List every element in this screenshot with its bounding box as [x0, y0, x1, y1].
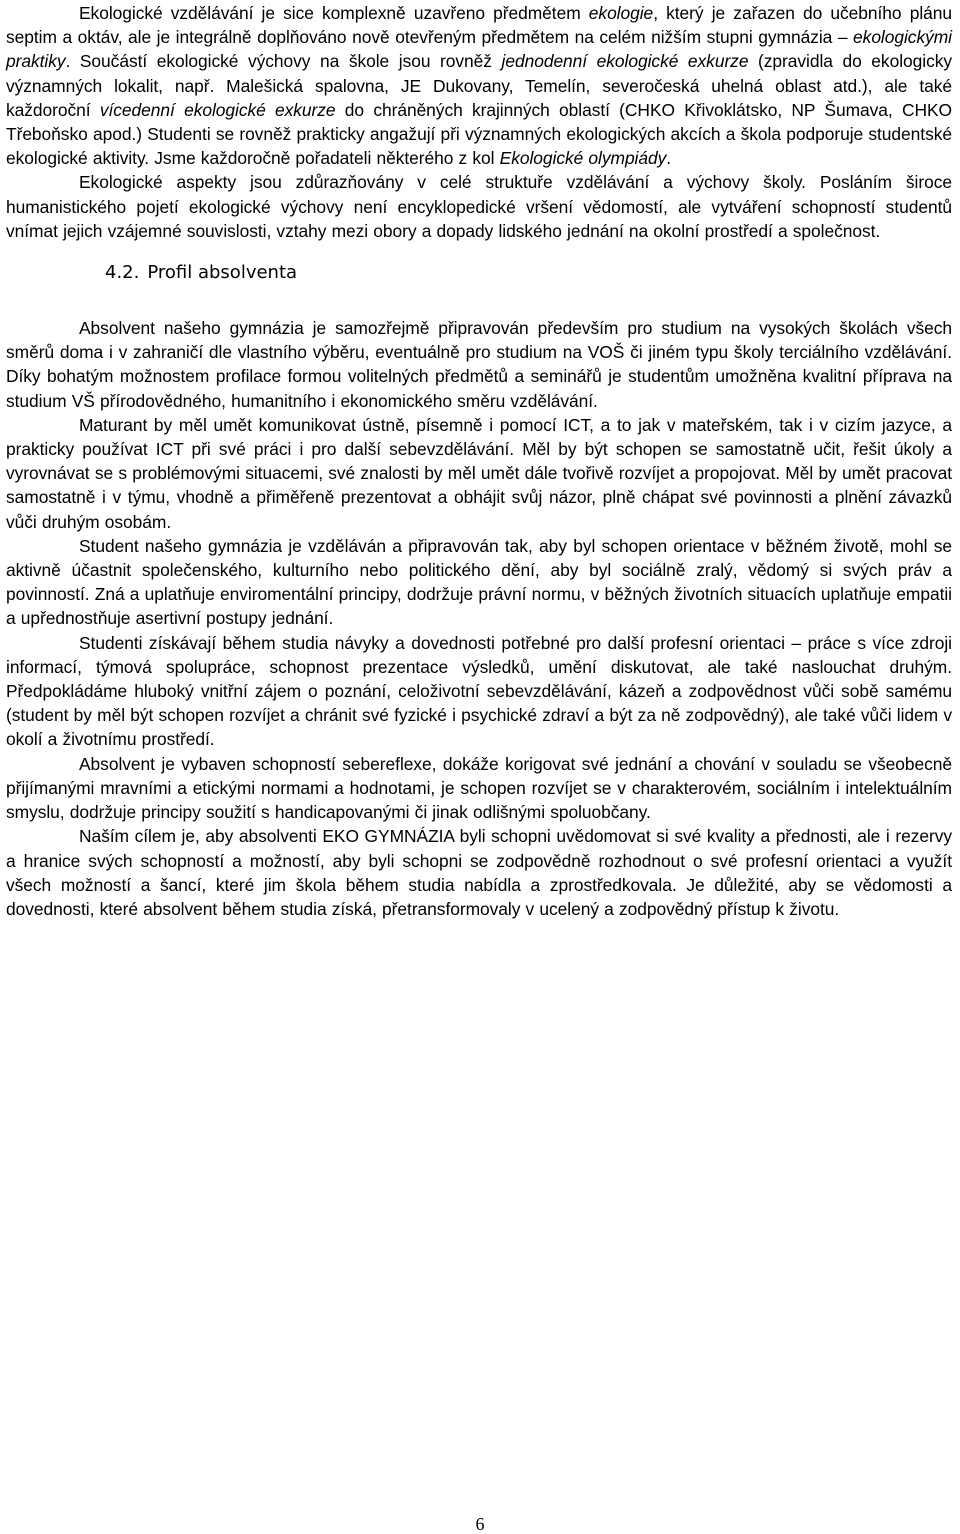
paragraph-maturant-skills: Maturant by měl umět komunikovat ústně, písemně i pomocí ICT, a to jak v mateřském, tak i v cizím jazyce, a prakticky používat ICT při své práci i pro další sebevzdělávání. Měl by být schopen se samostatně učit, řešit úkoly a vyrovnávat se s problémovými situacemi, své znalosti by měl umět dále tvořivě rozvíjet a propojovat. Měl by umět pracovat samostatně i v týmu, vhodně a přiměřeně prezentovat a obhájit svůj názor, plně chápat své povinnosti a plnění závazků vůči druhým osobám.	[6, 414, 952, 532]
emphasis-jednodenni-exkurze: jednodenní ekologické exkurze	[501, 51, 749, 72]
text-run: Ekologické vzdělávání je sice komplexně uzavřeno předmětem	[79, 3, 589, 23]
text-run: . Součástí ekologické výchovy na škole jsou rovněž	[65, 51, 502, 72]
section-heading	[6, 243, 952, 316]
paragraph-student-habits: Studenti získávají během studia návyky a dovednosti potřebné pro další profesní orientaci – práce s více zdroji informací, týmová spolupráce, schopnost prezentace výsledků, umění diskutovat, ale také naslouchat druhým. Předpokládáme hluboký vnitřní zájem o poznání, celoživotní sebevzdělávání, kázeň a zodpovědnost vůči sobě samému (student by měl být schopen rozvíjet a chránit své fyzické i psychické zdraví a být za ně zodpovědný), ale také vůči lidem v okolí a životnímu prostředí.	[6, 632, 952, 750]
paragraph-student-orientation: Student našeho gymnázia je vzděláván a připravován tak, aby byl schopen orientace v běžném životě, mohl se aktivně účastnit společenského, kulturního nebo politického dění, aby byl sociálně zralý, vědomý si svých práv a povinností. Zná a uplatňuje enviromentální principy, dodržuje právní normu, v běžných životních situacích uplatňuje empatii a upřednostňuje asertivní postupy jednání.	[6, 535, 952, 629]
emphasis-ekologicka-olympiada: Ekologické olympiády	[499, 148, 667, 169]
paragraph-goals: Naším cílem je, aby absolventi EKO GYMNÁZIA byli schopni uvědomovat si své kvality a přednosti, ale i rezervy a hranice svých schopností a možností, aby byli schopni se zodpovědně rozhodnout o své profesní orientaci a využít všech možností a šancí, které jim škola během studia nabídla a zprostředkovala. Je důležité, aby se vědomosti a dovednosti, které absolvent během studia získá, přetransformovaly v ucelený a zodpovědný přístup k životu.	[6, 826, 952, 919]
emphasis-ekologicka-praktika: ekologickými praktiky	[6, 27, 952, 72]
section-number: 4.2.	[105, 262, 140, 284]
paragraph-ecology-education	[6, 0, 952, 170]
text-run: (zpravidla do ekologicky významných lokalit, např. Malešická spalovna, JE Dukovany, Temelín, severočeská uhelná oblast atd.), ale také každoroční	[6, 51, 953, 120]
emphasis-ekologie: ekologie	[588, 3, 654, 23]
paragraph-graduate-preparation: Absolvent našeho gymnázia je samozřejmě připravován především pro studium na vysokých školách všech směrů doma i v zahraničí dle vlastního výběru, eventuálně pro studium na VOŠ či jiném typu školy terciálního vzdělávání. Díky bohatým možnostem profilace formou volitelných předmětů a seminářů je studentům umožněna kvalitní příprava na studium VŠ přírodovědného, humanitního i ekonomického směru vzdělávání.	[6, 318, 952, 411]
section-title: Profil absolventa	[147, 262, 298, 284]
paragraph-ecology-aspects: Ekologické aspekty jsou zdůrazňovány v celé struktuře vzdělávání a výchovy školy. Posláním široce humanistického pojetí ekologické výchovy není encyklopedické vršení vědomostí, ale vytváření schopností studentů vnímat jejich vzájemné souvislosti, vztahy mezi obory a dopady lidského jednání na okolní prostředí a společnost.	[6, 172, 952, 241]
emphasis-vicedenni-exkurze: vícedenní ekologické exkurze	[99, 99, 336, 120]
paragraph-self-reflection: Absolvent je vybaven schopností sebereflexe, dokáže korigovat své jednání a chování v souladu se všeobecně přijímanými mravními a etickými normami a hodnotami, je schopen rozvíjet se v charakterovém, sociálním i intelektuálním smyslu, dodržuje principy soužití s handicapovanými či jinak odlišnými spoluobčany.	[6, 753, 952, 823]
text-run: , který je zařazen do učebního plánu septim a oktáv, ale je integrálně doplňováno nově otevřeným předmětem na celém nižším stupni gymnázia –	[6, 3, 952, 48]
text-run: do chráněných krajinných oblastí (CHKO Křivoklátsko, NP Šumava, CHKO Třeboňsko apod.) Studenti se rovněž prakticky angažují při významných ekologických akcích a škola podporuje studentské ekologické aktivity. Jsme každoročně pořadateli některého z kol	[6, 99, 953, 169]
text-run: .	[666, 148, 672, 169]
document-page	[6, 0, 952, 921]
page-number: 6	[475, 1514, 485, 1534]
